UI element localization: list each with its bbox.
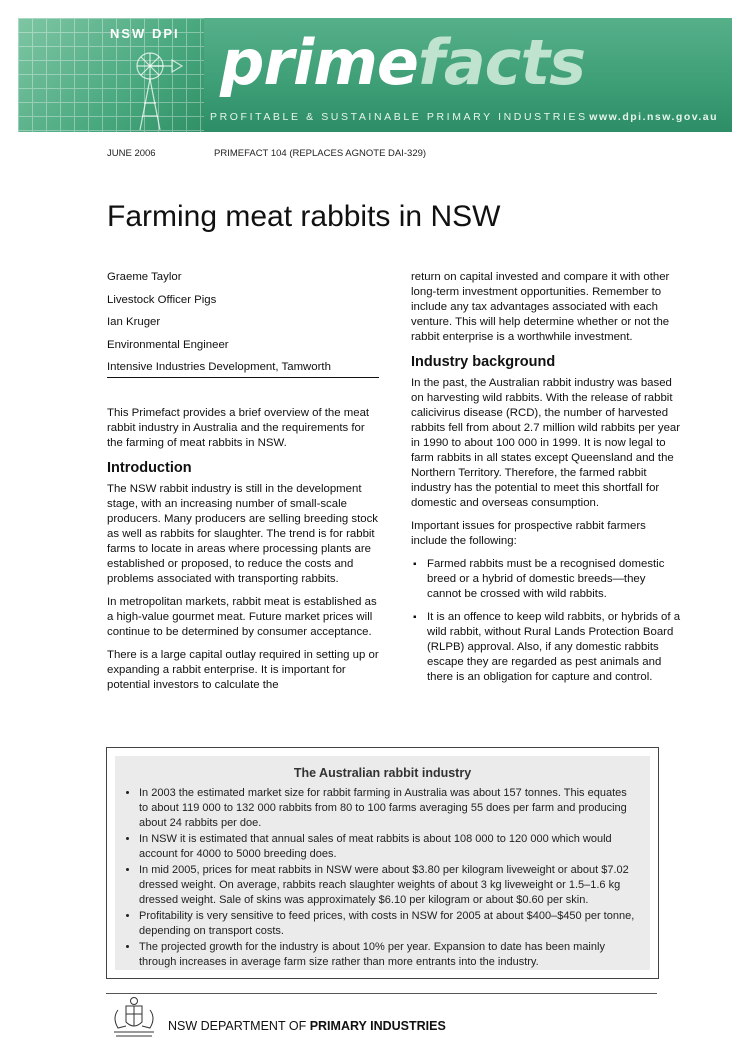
summary-list [115,786,650,970]
primefact-number: PRIMEFACT 104 (REPLACES AGNOTE DAI-329) [214,148,427,159]
nsw-crest-icon [106,996,162,1038]
page-title: Farming meat rabbits in NSW [107,200,501,233]
list-item: • In 2003 the estimated market size for rabbit farming in Australia was about 157 tonnes. This equates to about 119 000 to 132 000 rabbits from 80 to 100 farms averaging 55 does per farm and producing about 24 rabbits per doe. [139,786,638,831]
primefacts-logo: primefacts [220,26,585,99]
list-item: ▪ Farmed rabbits must be a recognised domestic breed or a hybrid of domestic breeds—they cannot be crossed with wild rabbits. [427,557,681,602]
list-item: • The projected growth for the industry is about 10% per year. Expansion to date has been mainly through increases in average farm size rather than more entrants into the industry. [139,940,638,970]
publication-date: JUNE 2006 [107,148,156,159]
author-name: Graeme Taylor [107,271,182,283]
list-item: • In NSW it is estimated that annual sales of meat rabbits is about 108 000 to 120 000 which would account for 4000 to 5000 breeding does. [139,832,638,862]
body-paragraph: Important issues for prospective rabbit farmers include the following: [411,520,646,547]
body-paragraph: return on capital invested and compare it with other long-term investment opportunities. Remember to include any tax advantages associated with each venture. This will help determine whether or not the rabbit enterprise is a worthwhile investment. [411,271,670,343]
department-name: NSW DEPARTMENT OF PRIMARY INDUSTRIES [168,1019,446,1033]
body-paragraph: In metropolitan markets, rabbit meat is established as a high-value gourmet meat. Future market prices will continue to be determined by consumer acceptance. [107,596,377,638]
section-heading-introduction: Introduction [107,460,192,476]
list-item: • Profitability is very sensitive to feed prices, with costs in NSW for 2005 at about $400–$450 per tonne, depending on transport costs. [139,909,638,939]
list-item: ▪ It is an offence to keep wild rabbits, or hybrids of a wild rabbit, without Rural Lands Protection Board (RLPB) approval. Also, if any domestic rabbits escape they are regarded as pest animals and there is an obligation for capture and control. [427,610,681,685]
list-item: • In mid 2005, prices for meat rabbits in NSW were about $3.80 per kilogram liveweight or about $7.02 dressed weight. On average, rabbits reach slaughter weights of about 3 kg liveweight or 1.5–1.6 kg dressed weight. Sale of skins was approximately $6.10 per kilogram or about $0.60 per skin. [139,863,638,908]
body-paragraph: The NSW rabbit industry is still in the development stage, with an increasing number of small-scale producers. Many producers are selling breeding stock as well as rabbits for slaughter. The trend is for rabbit farms to locate in areas where processing plants are established or proposed, to reduce the costs and problems associated with transporting rabbits. [107,483,378,585]
header-banner [18,18,732,132]
brand-panel [204,18,732,132]
author-affiliation: Intensive Industries Development, Tamworth [107,360,379,378]
intro-paragraph: This Primefact provides a brief overview of the meat rabbit industry in Australia and the requirements for the farming of meat rabbits in NSW. [107,407,370,449]
website-url[interactable]: www.dpi.nsw.gov.au [589,111,718,123]
left-column [107,270,379,701]
right-column [411,270,681,693]
windmill-icon [122,48,192,130]
body-paragraph: In the past, the Australian rabbit industry was based on harvesting wild rabbits. With the release of rabbit calicivirus disease (RCD), the number of harvested rabbits fell from about 2.7 million wild rabbits per year in 1990 to about 100 000 in 1999. It is now legal to farm rabbits in all states except Queensland and the Northern Territory. Therefore, the farmed rabbit industry has the potential to meet this shortfall for domestic and overseas consumption. [411,377,681,509]
author-role: Livestock Officer Pigs [107,293,217,306]
issues-list [411,557,681,685]
summary-box-fill [115,756,650,970]
author-role: Environmental Engineer [107,338,229,351]
summary-box [106,747,659,979]
summary-box-title: The Australian rabbit industry [293,766,472,780]
tagline: PROFITABLE & SUSTAINABLE PRIMARY INDUSTRIES [210,111,588,123]
author-name: Ian Kruger [107,316,161,328]
section-heading-industry-background: Industry background [411,354,556,370]
body-paragraph: There is a large capital outlay required in setting up or expanding a rabbit enterprise. It is important for potential investors to calculate the [107,649,379,691]
footer-divider [106,993,657,994]
agency-label: NSW DPI [110,26,180,41]
